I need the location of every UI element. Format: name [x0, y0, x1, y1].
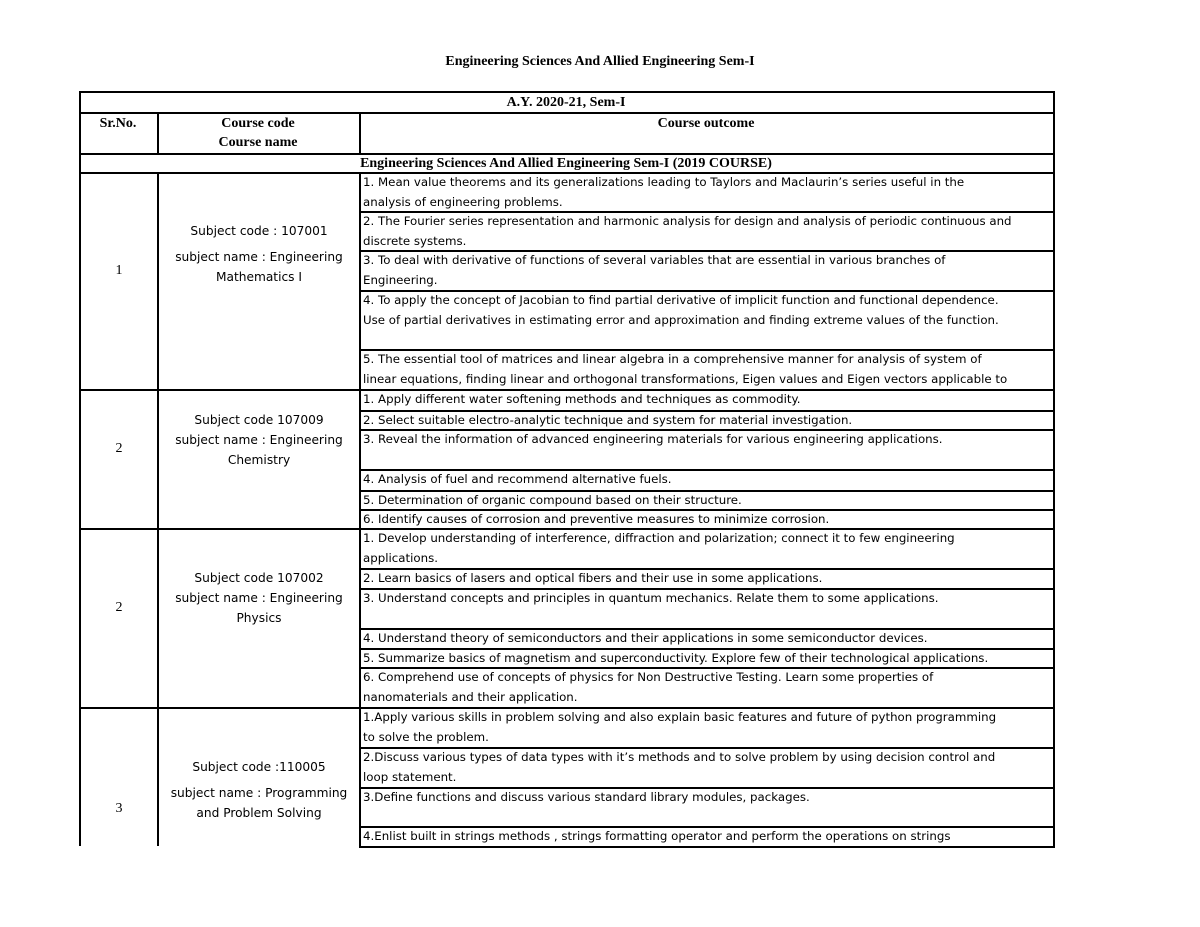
- page-title: Engineering Sciences And Allied Engineering Sem-I: [445, 54, 755, 69]
- outcome-text: 5. Determination of organic compound based on their structure.: [363, 493, 742, 507]
- outcome-text: 3. Reveal the information of advanced engineering materials for various engineering applications.: [363, 432, 943, 446]
- subject-info: [160, 221, 358, 287]
- outcome-text: 1. Apply different water softening methods and techniques as commodity.: [363, 392, 801, 406]
- table-rule: [359, 846, 1055, 848]
- sr-number: 3: [115, 801, 123, 816]
- table-rule: [359, 528, 361, 707]
- outcome-text: Engineering.: [363, 272, 438, 287]
- outcome-cell: [363, 788, 1051, 826]
- year-header: A.Y. 2020-21, Sem-I: [506, 95, 626, 110]
- table-rule: [79, 172, 81, 389]
- outcome-cell: [363, 291, 1051, 349]
- subject-code: Subject code 107009: [194, 413, 324, 427]
- course-name-label: Course name: [218, 135, 298, 150]
- table-rule: [1053, 172, 1055, 389]
- outcome-text: 4. Understand theory of semiconductors and their applications in some semiconductor devices.: [363, 631, 928, 645]
- outcome-text: 4. Analysis of fuel and recommend alternative fuels.: [363, 472, 672, 486]
- subject-name: subject name : Programming and Problem Solving: [170, 786, 348, 820]
- outcome-cell: [363, 173, 1051, 211]
- outcome-text: 6. Comprehend use of concepts of physics for Non Destructive Testing. Learn some properties of: [363, 670, 934, 684]
- outcome-text: discrete systems.: [363, 233, 467, 248]
- outcome-text: Use of partial derivatives in estimating error and approximation and finding extreme values of the function.: [363, 312, 999, 327]
- outcome-text: 3. To deal with derivative of functions of several variables that are essential in various branches of: [363, 253, 946, 267]
- outcome-cell: [363, 827, 1051, 846]
- subject-name: subject name : Engineering Chemistry: [175, 433, 343, 467]
- outcome-text: 4.Enlist built in strings methods , strings formatting operator and perform the operations on strings: [363, 829, 951, 843]
- outcome-text: 3. Understand concepts and principles in quantum mechanics. Relate them to some applications.: [363, 591, 939, 605]
- outcome-text: to solve the problem.: [363, 729, 489, 744]
- outcome-text: 3.Define functions and discuss various standard library modules, packages.: [363, 790, 810, 804]
- subject-code: Subject code 107002: [194, 571, 324, 585]
- outcome-text: 6. Identify causes of corrosion and preventive measures to minimize corrosion.: [363, 512, 830, 526]
- course-code-label: Course code: [221, 116, 295, 131]
- table-rule: [157, 172, 159, 389]
- outcome-text: 5. The essential tool of matrices and linear algebra in a comprehensive manner for analysis of system of: [363, 352, 982, 366]
- subject-info: [160, 757, 358, 823]
- outcome-cell: [363, 708, 1051, 747]
- outcome-text: 2. The Fourier series representation and harmonic analysis for design and analysis of periodic continuous and: [363, 214, 1012, 228]
- outcome-text: nanomaterials and their application.: [363, 689, 578, 704]
- table-rule: [79, 528, 361, 530]
- outcome-cell: [363, 430, 1051, 469]
- outcome-text: 1. Develop understanding of interference, diffraction and polarization; connect it to few engineering: [363, 531, 955, 545]
- subject-info: [160, 410, 358, 470]
- outcome-cell: [363, 668, 1051, 707]
- table-rule: [157, 707, 159, 846]
- outcome-text: 1. Mean value theorems and its generalizations leading to Taylors and Maclaurin’s series useful in the: [363, 175, 965, 189]
- sr-number: 1: [115, 263, 123, 278]
- table-rule: [157, 528, 159, 707]
- subject-name: subject name : Engineering Mathematics I: [175, 250, 343, 284]
- outcome-cell: [363, 350, 1051, 389]
- outcome-cell: [363, 470, 1051, 490]
- table-rule: [157, 389, 159, 528]
- column-header-course: [157, 114, 359, 152]
- outcome-cell: [363, 589, 1051, 628]
- outcome-cell: [363, 649, 1051, 667]
- sr-number: 2: [115, 441, 123, 456]
- table-rule: [359, 172, 361, 389]
- outcome-cell: [363, 491, 1051, 509]
- subject-name: subject name : Engineering Physics: [175, 591, 343, 625]
- outcome-cell: [363, 510, 1051, 528]
- outcome-text: 2. Select suitable electro-analytic technique and system for material investigation.: [363, 413, 853, 427]
- outcome-cell: [363, 629, 1051, 648]
- outcome-text: linear equations, finding linear and orthogonal transformations, Eigen values and Eigen vectors applicable to: [363, 371, 1008, 386]
- outcome-text: loop statement.: [363, 769, 457, 784]
- outcome-text: analysis of engineering problems.: [363, 194, 563, 209]
- outcome-text: 1.Apply various skills in problem solving and also explain basic features and future of python programming: [363, 710, 997, 724]
- outcome-text: 2.Discuss various types of data types with it’s methods and to solve problem by using decision control and: [363, 750, 996, 764]
- outcome-cell: [363, 529, 1051, 568]
- column-header-srno: Sr.No.: [99, 116, 137, 131]
- sr-number: 2: [115, 600, 123, 615]
- table-rule: [79, 389, 361, 391]
- table-rule: [79, 707, 361, 709]
- outcome-cell: [363, 411, 1051, 429]
- outcome-cell: [363, 251, 1051, 290]
- outcome-text: applications.: [363, 550, 438, 565]
- outcome-text: 4. To apply the concept of Jacobian to find partial derivative of implicit function and functional dependence.: [363, 293, 999, 307]
- table-rule: [79, 389, 81, 528]
- outcome-cell: [363, 748, 1051, 787]
- outcome-cell: [363, 390, 1051, 410]
- section-title: Engineering Sciences And Allied Engineering Sem-I (2019 COURSE): [360, 156, 772, 171]
- column-header-outcome: Course outcome: [657, 116, 755, 131]
- outcome-cell: [363, 569, 1051, 588]
- table-rule: [1053, 91, 1055, 172]
- subject-code: Subject code : 107001: [190, 224, 328, 238]
- subject-code: Subject code :110005: [192, 760, 326, 774]
- outcome-text: 2. Learn basics of lasers and optical fibers and their use in some applications.: [363, 571, 823, 585]
- table-rule: [79, 528, 81, 707]
- table-rule: [79, 707, 81, 846]
- outcome-cell: [363, 212, 1051, 250]
- table-rule: [1053, 528, 1055, 707]
- subject-info: [160, 568, 358, 628]
- outcome-text: 5. Summarize basics of magnetism and superconductivity. Explore few of their technological applications.: [363, 651, 989, 665]
